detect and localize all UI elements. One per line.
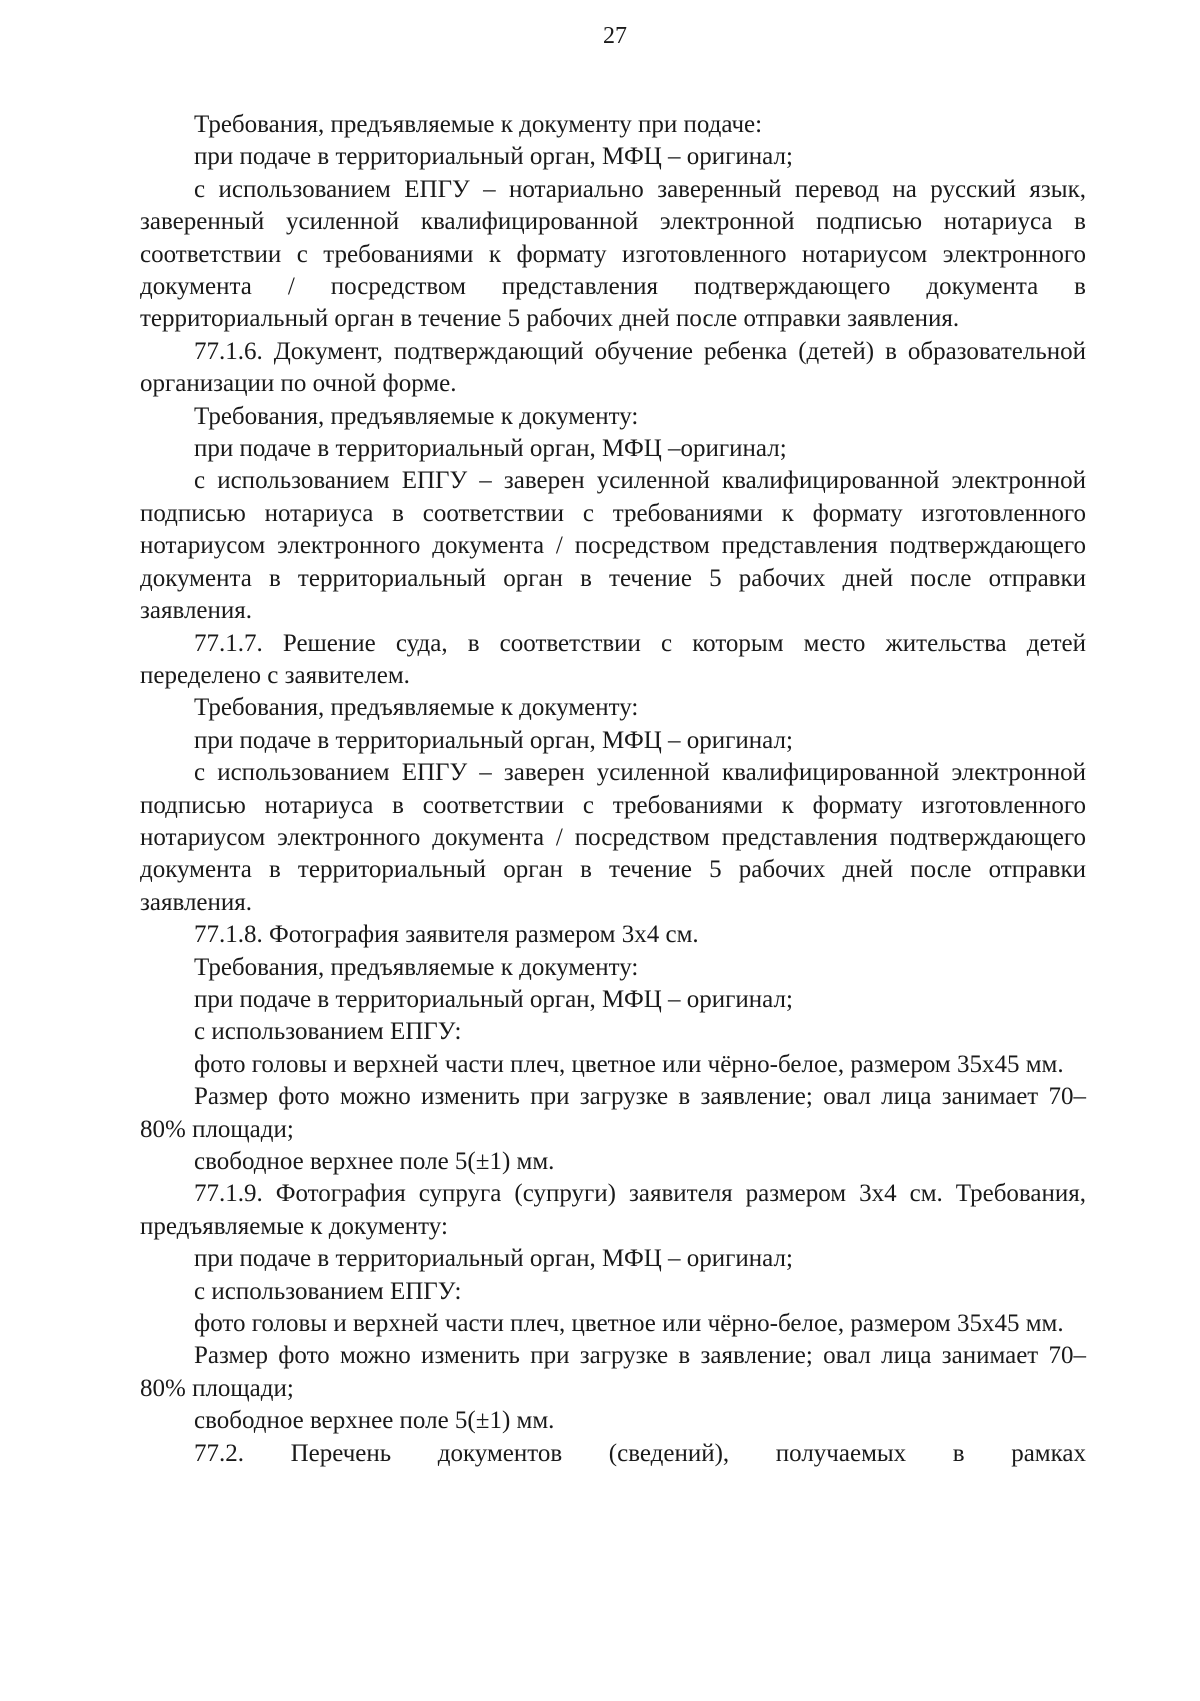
- paragraph-17: Размер фото можно изменить при загрузке в заявление; овал лица занимает 70–80% площади;: [140, 1083, 1086, 1143]
- paragraph-2: при подаче в территориальный орган, МФЦ – оригинал;: [194, 143, 793, 171]
- paragraph-10: при подаче в территориальный орган, МФЦ – оригинал;: [194, 726, 793, 754]
- paragraph-5: Требования, предъявляемые к документу:: [194, 402, 639, 430]
- paragraph-3: с использованием ЕПГУ – нотариально заверенный перевод на русский язык, заверенный усиленной квалифицированной электронной подписью нотариуса в соответствии с требованиями к формату изготовленного нотариусом электронного документа / посредством представления подтверждающего документа в территориальный орган в течение 5 рабочих дней после отправки заявления.: [140, 175, 1086, 333]
- paragraph-7: с использованием ЕПГУ – заверен усиленной квалифицированной электронной подписью нотариуса в соответствии с требованиями к формату изготовленного нотариусом электронного документа / посредством представления подтверждающего документа в территориальный орган в течение 5 рабочих дней после отправки заявления.: [140, 467, 1086, 625]
- paragraph-15: с использованием ЕПГУ:: [194, 1018, 462, 1046]
- paragraph-24: свободное верхнее поле 5(±1) мм.: [194, 1407, 555, 1435]
- paragraph-1: Требования, предъявляемые к документу при подаче:: [194, 111, 763, 138]
- paragraph-22: фото головы и верхней части плеч, цветное или чёрно-белое, размером 35х45 мм.: [194, 1310, 1064, 1338]
- page-number: 27: [603, 23, 627, 49]
- paragraph-12: 77.1.8. Фотография заявителя размером 3х4 см.: [194, 921, 699, 949]
- paragraph-16: фото головы и верхней части плеч, цветное или чёрно-белое, размером 35х45 мм.: [194, 1050, 1064, 1078]
- document-body: [140, 109, 1086, 1470]
- paragraph-13: Требования, предъявляемые к документу:: [194, 953, 639, 981]
- paragraph-25: 77.2. Перечень документов (сведений), получаемых в рамках: [194, 1439, 1086, 1467]
- paragraph-4: 77.1.6. Документ, подтверждающий обучение ребенка (детей) в образовательной организации по очной форме.: [140, 337, 1086, 398]
- paragraph-14: при подаче в территориальный орган, МФЦ – оригинал;: [194, 985, 793, 1013]
- paragraph-20: при подаче в территориальный орган, МФЦ – оригинал;: [194, 1245, 793, 1273]
- paragraph-21: с использованием ЕПГУ:: [194, 1277, 462, 1305]
- paragraph-11: с использованием ЕПГУ – заверен усиленной квалифицированной электронной подписью нотариуса в соответствии с требованиями к формату изготовленного нотариусом электронного документа / посредством представления подтверждающего документа в территориальный орган в течение 5 рабочих дней после отправки заявления.: [140, 759, 1086, 916]
- paragraph-18: свободное верхнее поле 5(±1) мм.: [194, 1148, 555, 1175]
- paragraph-23: Размер фото можно изменить при загрузке в заявление; овал лица занимает 70–80% площади;: [140, 1342, 1086, 1402]
- paragraph-8: 77.1.7. Решение суда, в соответствии с которым место жительства детей переделено с заявителем.: [140, 629, 1086, 689]
- paragraph-6: при подаче в территориальный орган, МФЦ –оригинал;: [194, 435, 787, 463]
- paragraph-9: Требования, предъявляемые к документу:: [194, 694, 639, 722]
- paragraph-19: 77.1.9. Фотография супруга (супруги) заявителя размером 3х4 см. Требования, предъявляемые к документу:: [140, 1180, 1086, 1240]
